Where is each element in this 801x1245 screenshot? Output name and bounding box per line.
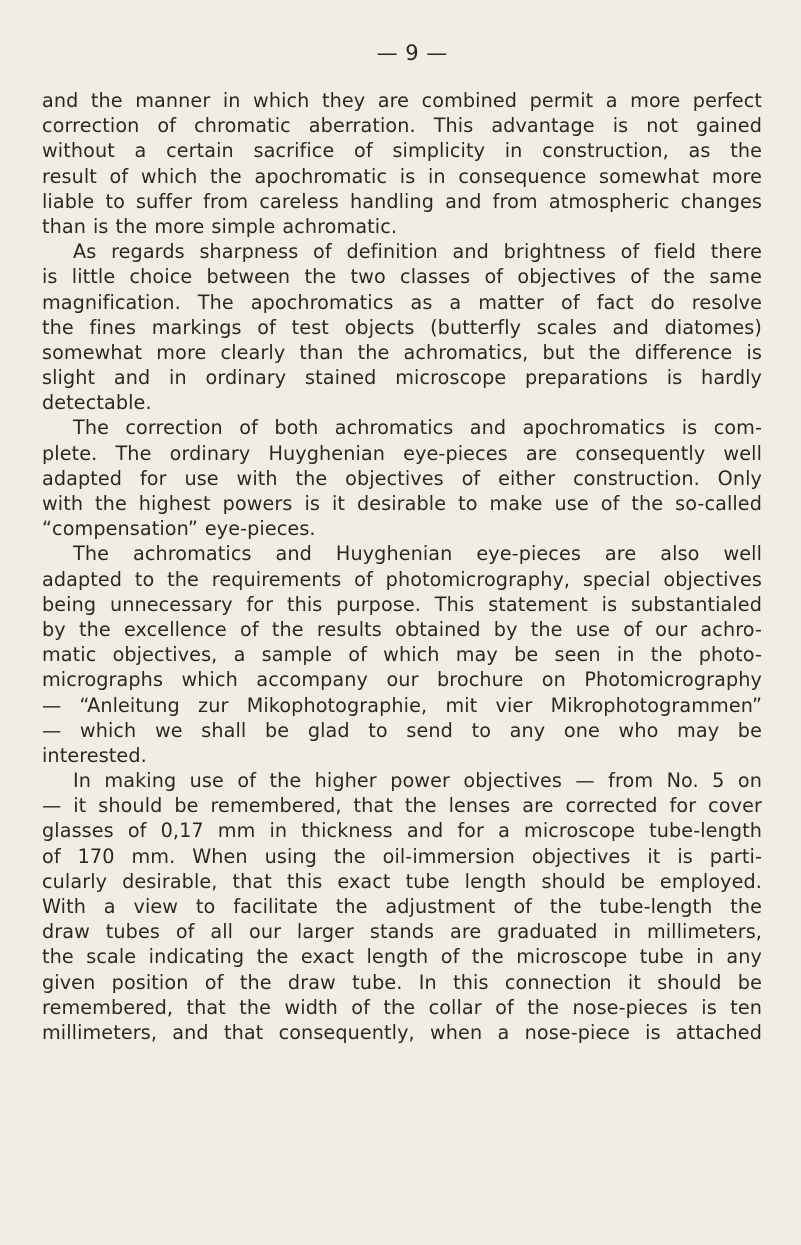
page-number: — 9 —: [376, 41, 448, 65]
text-line: draw tubes of all our larger stands are graduated in millimeters,: [42, 920, 762, 944]
text-line: With a view to facilitate the adjustment of the tube-length the: [42, 895, 762, 918]
paragraph: [42, 541, 762, 768]
page: [42, 40, 762, 1045]
text-line: cularly desirable, that this exact tube length should be employed.: [42, 869, 762, 893]
text-line: detectable.: [42, 391, 152, 415]
body-text: [42, 88, 762, 1045]
text-line: — it should be remembered, that the lenses are corrected for cover: [42, 794, 762, 818]
text-line: somewhat more clearly than the achromatics, but the difference is: [42, 340, 762, 364]
paragraph: [42, 415, 762, 541]
text-line: the scale indicating the exact length of the microscope tube in any: [42, 945, 762, 969]
text-line: magnification. The apochromatics as a matter of fact do resolve: [42, 290, 762, 314]
text-line: slight and in ordinary stained microscope preparations is hardly: [42, 366, 762, 390]
paragraph: [42, 239, 762, 415]
text-line: In making use of the higher power objectives — from No. 5 on: [73, 769, 762, 793]
text-line: “compensation” eye-pieces.: [42, 517, 316, 541]
text-line: by the excellence of the results obtained by the use of our achro-: [42, 617, 762, 641]
text-line: interested.: [42, 743, 147, 767]
text-line: adapted to the requirements of photomicrography, special objectives: [42, 567, 762, 591]
text-line: — “Anleitung zur Mikophotographie, mit vier Mikrophotogrammen”: [42, 693, 762, 717]
paragraph: [42, 88, 762, 239]
text-line: with the highest powers is it desirable to make use of the so-called: [42, 492, 762, 515]
text-line: given position of the draw tube. In this connection it should be: [42, 970, 762, 994]
text-line: result of which the apochromatic is in consequence somewhat more: [42, 164, 762, 188]
text-line: than is the more simple achromatic.: [42, 214, 398, 238]
text-line: The correction of both achromatics and apochromatics is com-: [73, 416, 762, 440]
text-line: liable to suffer from careless handling and from atmospheric changes: [42, 189, 762, 213]
text-line: millimeters, and that consequently, when a nose-piece is attached: [42, 1020, 762, 1044]
text-line: glasses of 0,17 mm in thickness and for a microscope tube-length: [42, 819, 762, 843]
text-line: of 170 mm. When using the oil-immersion objectives it is parti-: [42, 844, 762, 868]
text-line: without a certain sacrifice of simplicity in construction, as the: [42, 139, 762, 163]
text-line: adapted for use with the objectives of either construction. Only: [42, 466, 762, 490]
text-line: remembered, that the width of the collar of the nose-pieces is ten: [42, 995, 762, 1019]
text-line: and the manner in which they are combined permit a more perfect: [42, 89, 762, 112]
text-line: The achromatics and Huyghenian eye-pieces are also well: [73, 542, 762, 566]
text-line: being unnecessary for this purpose. This statement is substantialed: [42, 592, 762, 616]
paragraph: [42, 768, 762, 1045]
text-line: matic objectives, a sample of which may be seen in the photo-: [42, 643, 762, 667]
text-line: plete. The ordinary Huyghenian eye-pieces are consequently well: [42, 441, 762, 465]
text-line: the fines markings of test objects (butterfly scales and diatomes): [42, 315, 762, 339]
text-line: micrographs which accompany our brochure on Photomicrography: [42, 668, 762, 692]
text-line: is little choice between the two classes of objectives of the same: [42, 265, 762, 289]
text-line: — which we shall be glad to send to any one who may be: [42, 718, 762, 742]
text-line: As regards sharpness of definition and brightness of field there: [73, 240, 762, 264]
text-line: correction of chromatic aberration. This advantage is not gained: [42, 114, 762, 138]
